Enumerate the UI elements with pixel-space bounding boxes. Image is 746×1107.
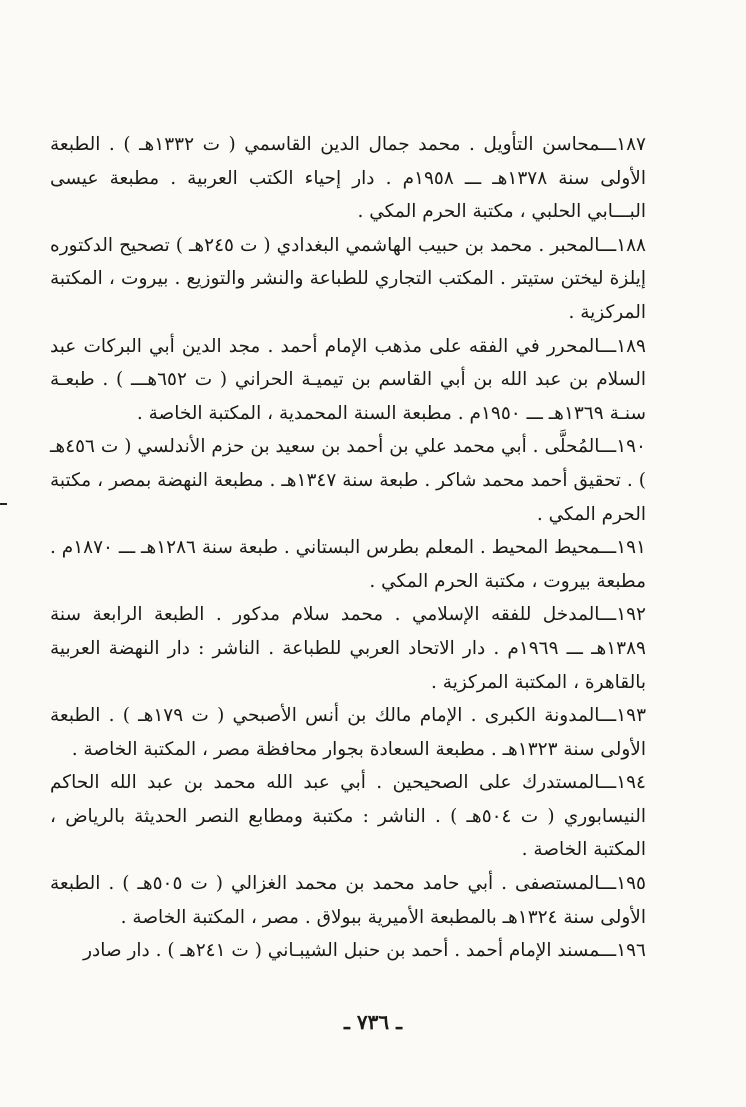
entry-dash: ـــ [599, 335, 617, 357]
bibliography-entry [50, 867, 646, 934]
entry-dash: ـــ [599, 234, 617, 256]
page-number: ـ ٧٣٦ ـ [344, 1010, 402, 1034]
entry-number: ١٩٠ [616, 436, 646, 458]
bibliography-list [50, 128, 646, 968]
entry-dash: ـــ [599, 873, 617, 895]
entry-text: محاسن التأويل . محمد جمال الدين القاسمي ( ت ١٣٣٢هـ ) . الطبعة الأولى سنة ١٣٧٨هـ ـــ ١٩٥٨م . دار إحياء الكتب العربية . مطبعة عيسى البـــابي الحلبي ، مكتبة الحرم المكي . [50, 134, 646, 223]
bibliography-entry [50, 766, 646, 867]
entry-text: المدونة الكبرى . الإمام مالك بن أنس الأصبحي ( ت ١٧٩هـ ) . الطبعة الأولى سنة ١٣٢٣هـ . مطبعة السعادة بجوار محافظة مصر ، المكتبة الخاصة . [50, 705, 646, 760]
bibliography-entry [50, 699, 646, 766]
entry-text: المستصفى . أبي حامد محمد بن محمد الغزالي ( ت ٥٠٥هـ ) . الطبعة الأولى سنة ١٣٢٤هـ بالمطبعة الأميرية ببولاق . مصر ، المكتبة الخاصة . [50, 873, 646, 928]
entry-dash: ـــ [599, 134, 617, 155]
entry-dash: ـــ [599, 772, 617, 794]
entry-number: ١٩٤ [616, 772, 646, 794]
bibliography-entry [50, 430, 646, 531]
entry-text: محيط المحيط . المعلم بطرس البستاني . طبعة سنة ١٢٨٦هـ ـــ ١٨٧٠م . مطبعة بيروت ، مكتبة الحرم المكي . [50, 537, 646, 592]
entry-dash: ـــ [599, 705, 617, 727]
entry-number: ١٩٦ [616, 940, 646, 962]
entry-number: ١٨٧ [616, 134, 646, 155]
bibliography-entry [50, 531, 646, 598]
entry-dash: ـــ [599, 940, 617, 962]
margin-mark [0, 503, 7, 505]
entry-number: ١٩١ [616, 537, 646, 559]
bibliography-entry [50, 128, 646, 229]
entry-text: المدخل للفقه الإسلامي . محمد سلام مدكور . الطبعة الرابعة سنة ١٣٨٩هـ ـــ ١٩٦٩م . دار الاتحاد العربي للطباعة . الناشر : دار النهضة العربية بالقاهرة ، المكتبة المركزية . [50, 604, 646, 693]
entry-text: المستدرك على الصحيحين . أبي عبد الله محمد بن عبد الله الحاكم النيسابوري ( ت ٥٠٤هـ ) . الناشر : مكتبة ومطابع النصر الحديثة بالرياض ، المكتبة الخاصة . [50, 772, 646, 861]
entry-number: ١٨٩ [616, 335, 646, 357]
entry-text: مسند الإمام أحمد . أحمد بن حنبل الشيبـاني ( ت ٢٤١هـ ) . دار صادر [83, 940, 600, 962]
entry-text: المحرر في الفقه على مذهب الإمام أحمد . مجد الدين أبي البركات عبد السلام بن عبد الله بن أبي القاسم بن تيميـة الحراني ( ت ٦٥٢هـــ ) . طبعـة سنـة ١٣٦٩هـ ـــ ١٩٥٠م . مطبعة السنة المحمدية ، المكتبة الخاصة . [50, 335, 646, 424]
entry-dash: ـــ [599, 604, 617, 626]
entry-dash: ـــ [599, 537, 617, 559]
bibliography-entry [50, 934, 646, 968]
bibliography-entry [50, 330, 646, 431]
bibliography-entry [50, 598, 646, 699]
entry-number: ١٩٥ [616, 873, 646, 895]
entry-number: ١٨٨ [616, 234, 646, 256]
entry-dash: ـــ [599, 436, 617, 458]
entry-text: المحبر . محمد بن حبيب الهاشمي البغدادي ( ت ٢٤٥هـ ) تصحيح الدكتوره إيلزة ليختن ستيتر . المكتب التجاري للطباعة والنشر والتوزيع . بيروت ، المكتبة المركزية . [50, 234, 646, 323]
bibliography-entry [50, 229, 646, 330]
entry-number: ١٩٢ [616, 604, 646, 626]
entry-text: المُحلَّى . أبي محمد علي بن أحمد بن سعيد بن حزم الأندلسي ( ت ٤٥٦هـ ) . تحقيق أحمد محمد شاكر . طبعة سنة ١٣٤٧هـ . مطبعة النهضة بمصر ، مكتبة الحرم المكي . [50, 436, 646, 525]
entry-number: ١٩٣ [616, 705, 647, 727]
